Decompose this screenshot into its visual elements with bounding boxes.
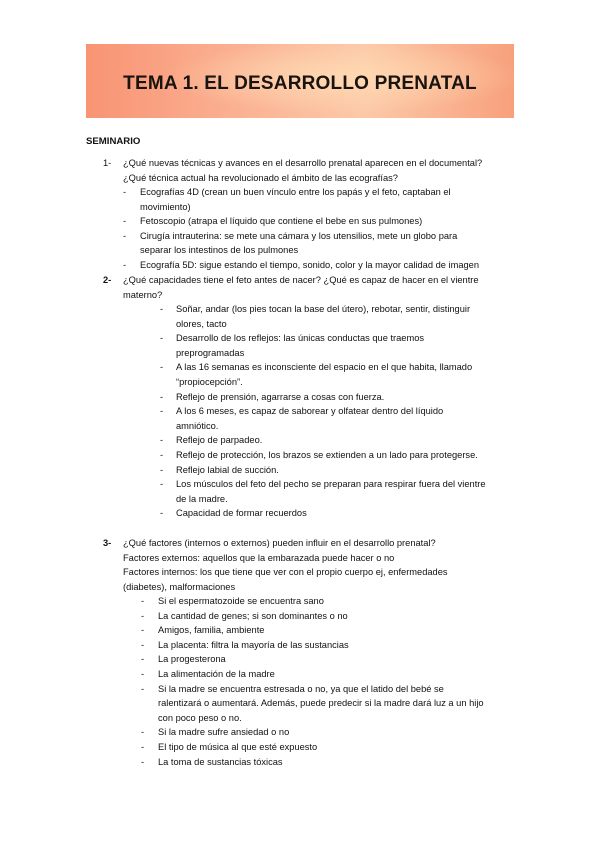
factores-externos-line: Factores externos: aquellos que la embarazada puede hacer o no	[123, 552, 395, 563]
title-banner	[86, 44, 514, 118]
question-line: ¿Qué capacidades tiene el feto antes de nacer? ¿Qué es capaz de hacer en el vientre	[123, 275, 479, 285]
list-item: - La cantidad de genes; si son dominantes o no	[141, 610, 348, 621]
question-text	[123, 536, 448, 594]
factores-internos-line: (diabetes), malformaciones	[123, 581, 236, 592]
factores-internos-line: Factores internos: los que tiene que ver con el propio cuerpo ej, enfermedades	[123, 567, 448, 578]
list-item: - Reflejo labial de succión.	[160, 464, 279, 475]
question-line: materno?	[123, 289, 163, 300]
answer-list-2	[160, 302, 522, 521]
question-text	[123, 156, 482, 185]
list-item: - Reflejo de prensión, agarrarse a cosas con fuerza.	[160, 391, 385, 402]
question-line: ¿Qué nuevas técnicas y avances en el desarrollo prenatal aparecen en el documental?	[123, 158, 483, 168]
question-line: ¿Qué factores (internos o externos) pueden influir en el desarrollo prenatal?	[123, 538, 436, 548]
list-item: - La placenta: filtra la mayoría de las sustancias	[141, 639, 349, 650]
list-item: - Si la madre se encuentra estresada o no, ya que el latido del bebé se ralentizará o aumentará. Además, puede predecir si la madre dará luz a un hijo con poco peso o no.	[141, 683, 484, 723]
list-item: - Capacidad de formar recuerdos	[160, 508, 307, 519]
list-item: - El tipo de música al que esté expuesto	[141, 741, 318, 752]
list-item: - A las 16 semanas es inconsciente del espacio en el que habita, llamado “propiocepción”.	[160, 362, 473, 387]
list-item: - Soñar, andar (los pies tocan la base del útero), rebotar, sentir, distinguir olores, tacto	[160, 304, 471, 329]
section-label: SEMINARIO	[86, 136, 141, 147]
list-item: - La progesterona	[141, 654, 226, 665]
list-item: - Reflejo de protección, los brazos se extienden a un lado para protegerse.	[160, 449, 478, 460]
list-item: - Si el espermatozoide se encuentra sano	[141, 596, 324, 606]
list-item: - Ecografía 5D: sigue estando el tiempo, sonido, color y la mayor calidad de imagen	[123, 259, 480, 270]
question-number: 2-	[103, 275, 112, 285]
list-item: - Cirugía intrauterina: se mete una cámara y los utensilios, mete un globo para separar los intestinos de los pulmones	[123, 230, 458, 256]
question-number: 3-	[103, 538, 112, 548]
answer-list-3	[141, 594, 519, 769]
list-item: - La toma de sustancias tóxicas	[141, 756, 283, 767]
list-item: - Desarrollo de los reflejos: las únicas conductas que traemos preprogramadas	[160, 333, 425, 358]
question-text	[123, 273, 479, 302]
list-item: - Amigos, familia, ambiente	[141, 625, 265, 636]
list-item: - Si la madre sufre ansiedad o no	[141, 727, 290, 738]
list-item: - Reflejo de parpadeo.	[160, 435, 263, 446]
list-item: - La alimentación de la madre	[141, 668, 275, 679]
list-item: - A los 6 meses, es capaz de saborear y olfatear dentro del líquido amniótico.	[160, 406, 444, 431]
question-number: 1-	[103, 158, 112, 168]
list-item: - Fetoscopio (atrapa el líquido que contiene el bebe en sus pulmones)	[123, 216, 423, 227]
list-item: - Ecografías 4D (crean un buen vínculo entre los papás y el feto, captaban el movimiento)	[123, 187, 451, 212]
list-item: - Los músculos del feto del pecho se preparan para respirar fuera del vientre de la madre.	[160, 479, 486, 504]
answer-list-1	[123, 185, 518, 273]
page-title: TEMA 1. EL DESARROLLO PRENATAL	[123, 73, 477, 94]
question-line: ¿Qué técnica actual ha revolucionado el ámbito de las ecografías?	[123, 172, 398, 183]
